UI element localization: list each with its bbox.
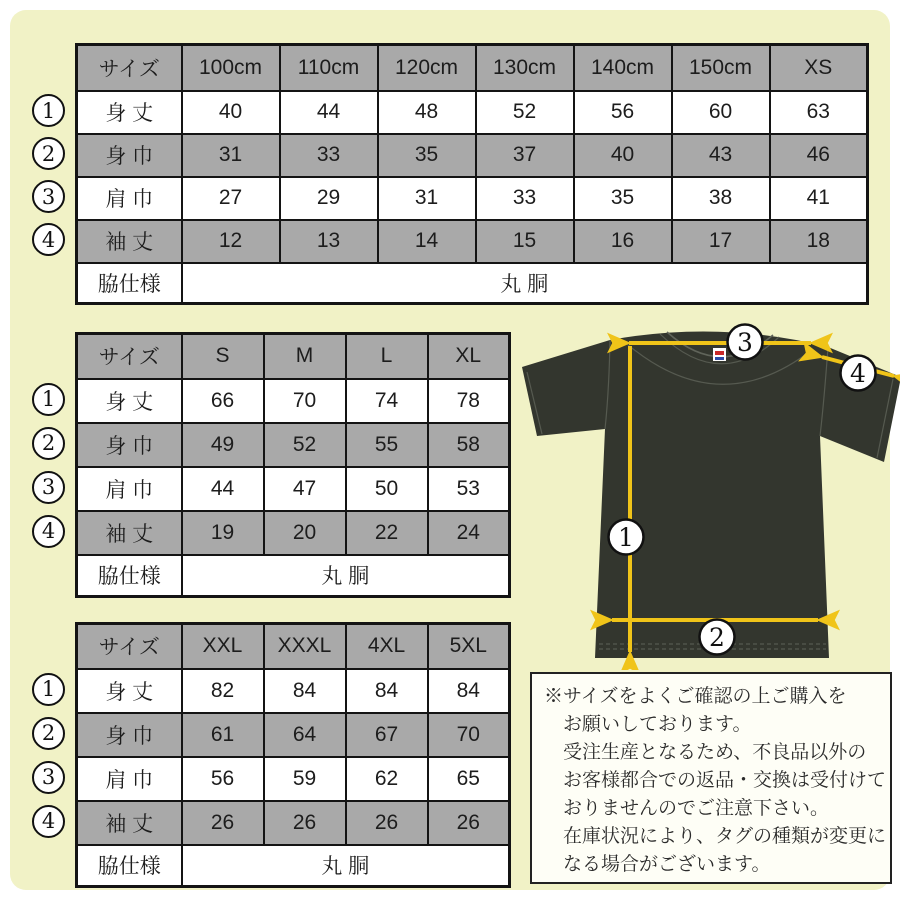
row-number-badge: 4	[32, 223, 65, 256]
measure-value: 15	[476, 220, 574, 263]
measure-value: 12	[182, 220, 280, 263]
measure-value: 44	[280, 91, 378, 134]
row-number-badge: 2	[32, 137, 65, 170]
row-number-badge: 1	[32, 673, 65, 706]
table-row	[77, 467, 510, 511]
measure-label: 袖 丈	[77, 801, 182, 845]
table-row	[77, 177, 868, 220]
measure-label: 肩 巾	[77, 467, 182, 511]
measure-value: 13	[280, 220, 378, 263]
measure-value: 29	[280, 177, 378, 220]
measure-value: 20	[264, 511, 346, 555]
measure-value: 37	[476, 134, 574, 177]
size-table	[75, 332, 511, 598]
size-column-header: XXXL	[264, 624, 346, 669]
measure-value: 18	[770, 220, 868, 263]
size-table	[75, 43, 869, 305]
measure-label: 袖 丈	[77, 511, 182, 555]
measure-badge-2	[700, 620, 735, 655]
table-row	[77, 423, 510, 467]
measure-value: 56	[574, 91, 672, 134]
measure-value: 84	[428, 669, 510, 713]
svg-text:2: 2	[709, 623, 725, 652]
note-line: 在庫状況により、タグの種類が変更に	[563, 826, 887, 847]
measure-value: 40	[182, 91, 280, 134]
note-line: おりませんのでご注意下さい。	[563, 798, 830, 819]
svg-text:1: 1	[618, 523, 634, 552]
measure-value: 31	[182, 134, 280, 177]
measure-value: 84	[346, 669, 428, 713]
measure-label: 肩 巾	[77, 177, 182, 220]
measure-value: 65	[428, 757, 510, 801]
row-number-badge: 4	[32, 515, 65, 548]
measure-value: 48	[378, 91, 476, 134]
size-column-header: 5XL	[428, 624, 510, 669]
size-table	[75, 622, 511, 888]
measure-value: 22	[346, 511, 428, 555]
row-number-badge: 4	[32, 805, 65, 838]
measure-value: 67	[346, 713, 428, 757]
side-spec-value: 丸 胴	[182, 845, 510, 887]
measure-label: 身 丈	[77, 91, 182, 134]
brand-tag-icon	[713, 348, 726, 361]
size-column-header: 100cm	[182, 45, 280, 91]
size-column-header: M	[264, 334, 346, 379]
side-spec-label: 脇仕様	[77, 263, 182, 304]
measure-value: 26	[428, 801, 510, 845]
size-column-header: XL	[428, 334, 510, 379]
measure-value: 84	[264, 669, 346, 713]
row-number-badge: 1	[32, 94, 65, 127]
measure-value: 70	[264, 379, 346, 423]
measure-value: 33	[476, 177, 574, 220]
measure-value: 26	[182, 801, 264, 845]
size-column-header: 150cm	[672, 45, 770, 91]
row-number-badge: 1	[32, 383, 65, 416]
measure-value: 78	[428, 379, 510, 423]
table-row	[77, 713, 510, 757]
note-line: お客様都合での返品・交換は受付けて	[563, 770, 887, 791]
measure-value: 74	[346, 379, 428, 423]
measure-value: 47	[264, 467, 346, 511]
measure-value: 63	[770, 91, 868, 134]
size-column-header: S	[182, 334, 264, 379]
measure-value: 52	[476, 91, 574, 134]
measure-value: 26	[264, 801, 346, 845]
size-header-label: サイズ	[77, 45, 182, 91]
row-number-badge: 2	[32, 717, 65, 750]
size-table-kids	[32, 43, 869, 305]
measure-value: 27	[182, 177, 280, 220]
note-line: なる場合がございます。	[563, 854, 771, 875]
note-line: 受注生産となるため、不良品以外の	[563, 742, 867, 763]
measure-value: 58	[428, 423, 510, 467]
size-column-header: XXL	[182, 624, 264, 669]
measure-value: 43	[672, 134, 770, 177]
table-row	[77, 511, 510, 555]
measure-value: 60	[672, 91, 770, 134]
table-row	[77, 220, 868, 263]
note-line: お願いしております。	[563, 714, 752, 735]
measure-value: 26	[346, 801, 428, 845]
measure-value: 70	[428, 713, 510, 757]
measure-label: 身 巾	[77, 134, 182, 177]
side-spec-label: 脇仕様	[77, 845, 182, 887]
tshirt-measure-diagram	[515, 322, 900, 670]
size-chart-panel	[10, 10, 890, 890]
measure-value: 46	[770, 134, 868, 177]
measure-value: 35	[378, 134, 476, 177]
measure-value: 38	[672, 177, 770, 220]
table-row	[77, 669, 510, 713]
size-column-header: L	[346, 334, 428, 379]
measure-value: 55	[346, 423, 428, 467]
size-header-label: サイズ	[77, 334, 182, 379]
side-spec-row	[77, 263, 868, 304]
measure-value: 82	[182, 669, 264, 713]
note-line: ※サイズをよくご確認の上ご購入を	[544, 686, 847, 707]
row-number-badge: 2	[32, 427, 65, 460]
measure-value: 66	[182, 379, 264, 423]
measure-value: 41	[770, 177, 868, 220]
row-number-badge: 3	[32, 471, 65, 504]
measure-value: 17	[672, 220, 770, 263]
measure-value: 33	[280, 134, 378, 177]
size-table-adult	[32, 332, 511, 598]
measure-value: 64	[264, 713, 346, 757]
measure-value: 53	[428, 467, 510, 511]
side-spec-value: 丸 胴	[182, 555, 510, 597]
measure-value: 14	[378, 220, 476, 263]
measure-label: 身 巾	[77, 423, 182, 467]
side-spec-value: 丸 胴	[182, 263, 868, 304]
measure-value: 24	[428, 511, 510, 555]
row-number-badge: 3	[32, 761, 65, 794]
measure-value: 44	[182, 467, 264, 511]
size-column-header: 120cm	[378, 45, 476, 91]
size-column-header: 140cm	[574, 45, 672, 91]
size-column-header: XS	[770, 45, 868, 91]
purchase-note-box	[530, 672, 892, 884]
size-column-header: 110cm	[280, 45, 378, 91]
measure-value: 40	[574, 134, 672, 177]
measure-value: 61	[182, 713, 264, 757]
size-column-header: 130cm	[476, 45, 574, 91]
table-row	[77, 134, 868, 177]
measure-value: 52	[264, 423, 346, 467]
measure-value: 56	[182, 757, 264, 801]
measure-badge-4	[841, 356, 876, 391]
measure-label: 肩 巾	[77, 757, 182, 801]
row-number-badge: 3	[32, 180, 65, 213]
measure-badge-3	[728, 325, 763, 360]
size-table-big	[32, 622, 511, 888]
measure-value: 62	[346, 757, 428, 801]
measure-value: 19	[182, 511, 264, 555]
table-row	[77, 801, 510, 845]
side-spec-row	[77, 555, 510, 597]
measure-label: 身 丈	[77, 669, 182, 713]
measure-label: 身 巾	[77, 713, 182, 757]
measure-value: 59	[264, 757, 346, 801]
table-row	[77, 757, 510, 801]
measure-value: 31	[378, 177, 476, 220]
size-column-header: 4XL	[346, 624, 428, 669]
measure-badge-1	[609, 520, 644, 555]
svg-text:4: 4	[850, 359, 866, 388]
measure-label: 袖 丈	[77, 220, 182, 263]
table-row	[77, 379, 510, 423]
tshirt-illustration	[515, 322, 900, 670]
measure-value: 16	[574, 220, 672, 263]
measure-value: 35	[574, 177, 672, 220]
table-row	[77, 91, 868, 134]
side-spec-row	[77, 845, 510, 887]
side-spec-label: 脇仕様	[77, 555, 182, 597]
svg-text:3: 3	[737, 328, 753, 357]
measure-label: 身 丈	[77, 379, 182, 423]
measure-value: 50	[346, 467, 428, 511]
measure-value: 49	[182, 423, 264, 467]
size-header-label: サイズ	[77, 624, 182, 669]
